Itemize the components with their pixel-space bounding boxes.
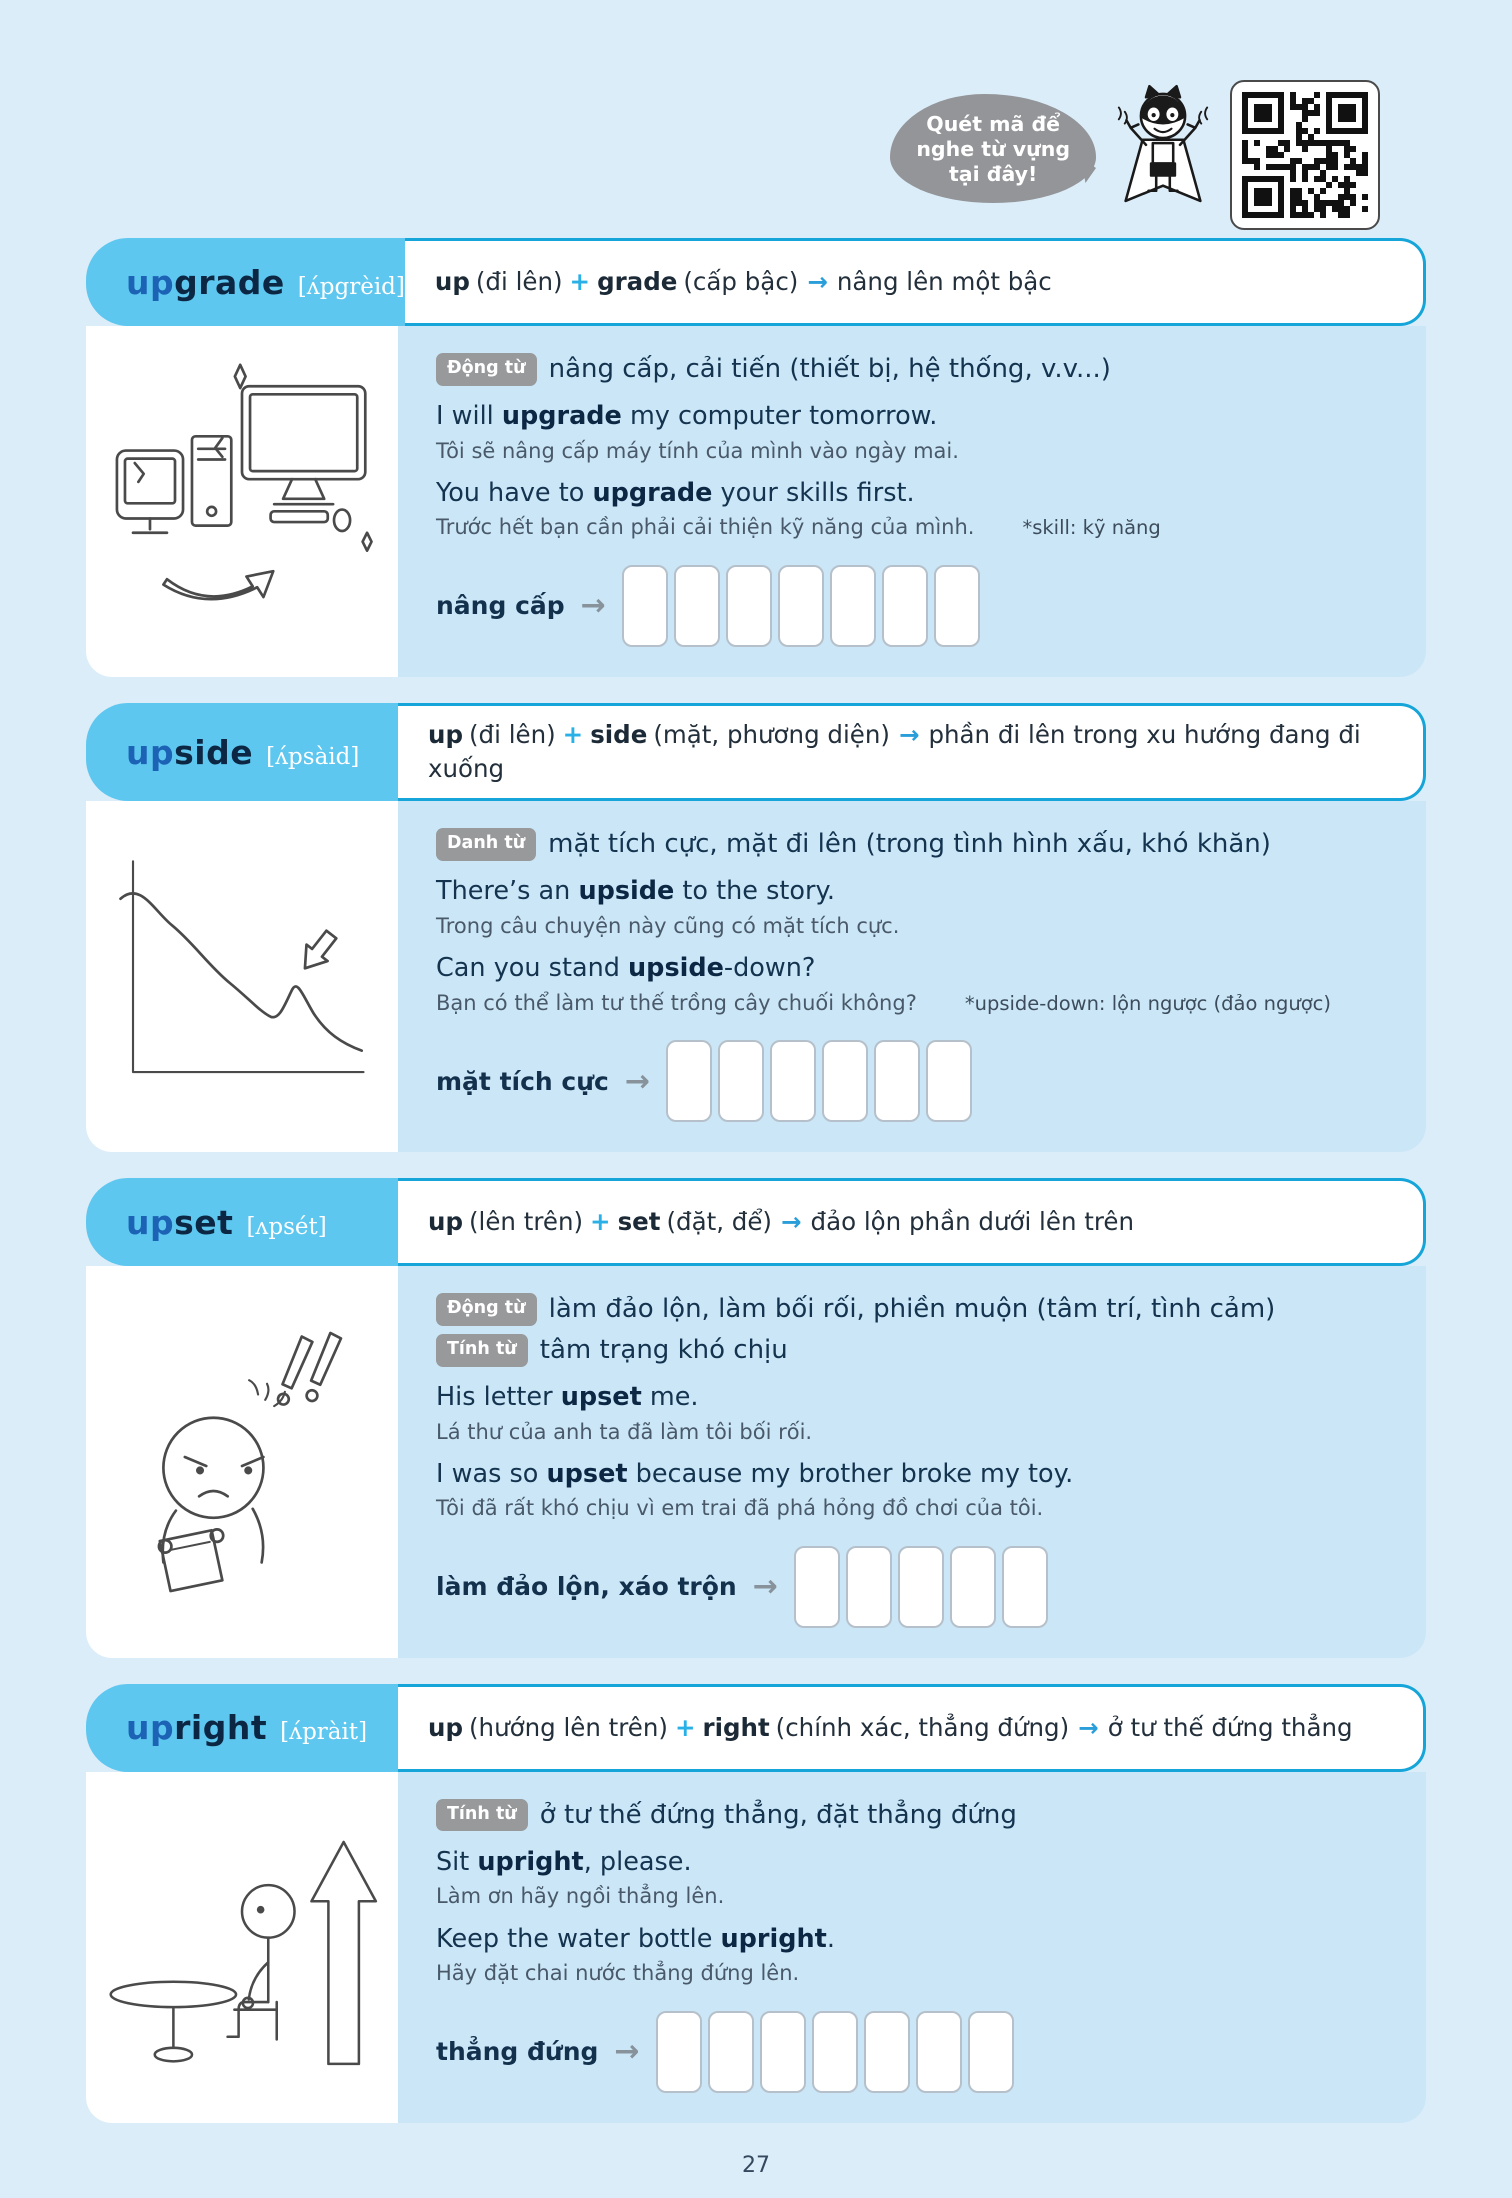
bubble-line: nghe từ vựng: [916, 137, 1070, 161]
definition-text: tâm trạng khó chịu: [539, 1335, 788, 1366]
letter-box: [864, 2011, 910, 2093]
example-vi: Trước hết bạn cần phải cải thiện kỹ năng của mình. *skill: kỹ năng: [436, 515, 1161, 540]
phonetic: [ʌ́psàid]: [266, 743, 360, 770]
example-vi: Trong câu chuyện này cũng có mặt tích cực.: [436, 913, 900, 938]
audio-qr-strip: [86, 0, 1426, 238]
definition-line: [436, 352, 1390, 387]
letter-box: [830, 565, 876, 647]
word-formula: up (lên trên) + set (đặt, để) → đảo lộn phần dưới lên trên: [398, 1178, 1426, 1266]
writing-practice: [436, 565, 1390, 647]
entry-upright: [86, 1684, 1426, 2123]
letter-box: [882, 565, 928, 647]
entry-upside: [86, 703, 1426, 1152]
arrow-icon: →: [781, 1206, 802, 1236]
word-rest: grade: [174, 262, 285, 302]
example-vi: Làm ơn hãy ngồi thẳng lên.: [436, 1884, 725, 1909]
phonetic: [ʌ́pgrèid]: [297, 273, 405, 300]
arrow-icon: →: [752, 1569, 778, 1605]
example-en: His letter upset me.: [436, 1382, 699, 1413]
letter-box: [666, 1040, 712, 1122]
letter-box: [1002, 1546, 1048, 1628]
example: [436, 874, 1390, 941]
upright-illustration: [86, 1772, 398, 2123]
word-prefix: up: [126, 262, 175, 302]
plus-icon: +: [590, 1206, 611, 1236]
vocab-note: *upside-down: lộn ngược (đảo ngược): [964, 991, 1331, 1015]
definition-line: [436, 827, 1390, 862]
definition-line: [436, 1333, 1390, 1368]
word-formula: up (đi lên) + side (mặt, phương diện) → phần đi lên trong xu hướng đang đi xuống: [398, 703, 1426, 802]
page-number: 27: [742, 2152, 770, 2178]
definition-text: mặt tích cực, mặt đi lên (trong tình hình xấu, khó khăn): [548, 829, 1271, 860]
example-en: I was so upset because my brother broke my toy.: [436, 1459, 1074, 1490]
superhero-mascot-icon: [1112, 80, 1214, 208]
writing-practice: [436, 2011, 1390, 2093]
word-header: [86, 1684, 398, 1772]
pos-badge: Tính từ: [436, 1334, 528, 1367]
upside-illustration: [86, 801, 398, 1152]
audio-hint-bubble: [890, 94, 1096, 203]
practice-label: thẳng đứng: [436, 2037, 599, 2067]
practice-label: làm đảo lộn, xáo trộn: [436, 1572, 737, 1602]
example-en: Sit upright, please.: [436, 1846, 692, 1877]
example-vi: Hãy đặt chai nước thẳng đứng lên.: [436, 1961, 800, 1986]
phonetic: [ʌ́pràit]: [280, 1719, 368, 1746]
definition-line: [436, 1798, 1390, 1833]
phonetic: [ʌpsét]: [246, 1213, 327, 1240]
letter-box: [656, 2011, 702, 2093]
example-en: You have to upgrade your skills first.: [436, 477, 915, 508]
definition-text: nâng cấp, cải tiến (thiết bị, hệ thống, v.v...): [548, 354, 1111, 384]
arrow-icon: →: [807, 266, 828, 296]
upgrade-illustration: [86, 326, 398, 677]
word-formula: up (hướng lên trên) + right (chính xác, thẳng đứng) → ở tư thế đứng thẳng: [398, 1684, 1426, 1772]
definition-line: [436, 1292, 1390, 1327]
example-en: There’s an upside to the story.: [436, 876, 836, 907]
practice-label: nâng cấp: [436, 591, 565, 621]
word-header: [86, 703, 398, 802]
letter-box: [812, 2011, 858, 2093]
plus-icon: +: [569, 266, 591, 296]
vocab-note: *skill: kỹ năng: [1022, 516, 1161, 540]
word-formula: up (đi lên) + grade (cấp bậc) → nâng lên một bậc: [405, 238, 1426, 326]
plus-icon: +: [562, 719, 584, 749]
example-en: Can you stand upside-down?: [436, 953, 816, 984]
example: [436, 399, 1390, 466]
arrow-icon: →: [614, 2034, 640, 2070]
vocabulary-page: [86, 0, 1426, 2178]
letter-box: [926, 1040, 972, 1122]
pos-badge: Động từ: [436, 353, 537, 386]
word-rest: set: [174, 1202, 234, 1242]
word-rest: right: [174, 1708, 268, 1748]
pos-badge: Tính từ: [436, 1799, 528, 1832]
plus-icon: +: [674, 1712, 696, 1742]
example-en: I will upgrade my computer tomorrow.: [436, 401, 938, 432]
arrow-icon: →: [580, 588, 606, 624]
letter-box: [726, 565, 772, 647]
pos-badge: Danh từ: [436, 828, 536, 861]
word-rest: side: [174, 732, 254, 772]
arrow-icon: →: [1078, 1712, 1099, 1742]
arrow-icon: →: [898, 719, 920, 749]
letter-box: [778, 565, 824, 647]
practice-label: mặt tích cực: [436, 1066, 609, 1096]
letter-box: [794, 1546, 840, 1628]
letter-boxes: [794, 1546, 1048, 1628]
entry-upset: [86, 1178, 1426, 1658]
bubble-line: Quét mã để: [926, 112, 1061, 136]
definition-text: ở tư thế đứng thẳng, đặt thẳng đứng: [539, 1799, 1017, 1830]
letter-boxes: [656, 2011, 1014, 2093]
letter-box: [968, 2011, 1014, 2093]
letter-box: [822, 1040, 868, 1122]
qr-code: [1230, 80, 1380, 230]
example-vi: Tôi sẽ nâng cấp máy tính của mình vào ngày mai.: [436, 438, 959, 463]
letter-box: [622, 565, 668, 647]
letter-box: [874, 1040, 920, 1122]
letter-box: [950, 1546, 996, 1628]
letter-box: [718, 1040, 764, 1122]
example: [436, 476, 1390, 543]
word-prefix: up: [126, 1202, 175, 1242]
letter-box: [916, 2011, 962, 2093]
example-vi: Tôi đã rất khó chịu vì em trai đã phá hỏng đồ chơi của tôi.: [436, 1496, 1044, 1521]
definition-text: làm đảo lộn, làm bối rối, phiền muộn (tâm trí, tình cảm): [548, 1294, 1276, 1325]
word-prefix: up: [126, 1708, 175, 1748]
pos-badge: Động từ: [436, 1293, 537, 1326]
letter-box: [708, 2011, 754, 2093]
example: [436, 951, 1390, 1018]
example: [436, 1457, 1390, 1524]
letter-boxes: [666, 1040, 972, 1122]
example: [436, 1380, 1390, 1447]
writing-practice: [436, 1040, 1390, 1122]
letter-box: [770, 1040, 816, 1122]
letter-box: [674, 565, 720, 647]
arrow-icon: →: [624, 1063, 650, 1099]
writing-practice: [436, 1546, 1390, 1628]
example-vi: Lá thư của anh ta đã làm tôi bối rối.: [436, 1419, 813, 1444]
bubble-line: tại đây!: [948, 162, 1038, 186]
word-header: [86, 1178, 398, 1266]
word-prefix: up: [126, 732, 175, 772]
entry-upgrade: [86, 238, 1426, 677]
letter-box: [760, 2011, 806, 2093]
upset-illustration: [86, 1266, 398, 1658]
word-header: [86, 238, 405, 326]
letter-boxes: [622, 565, 980, 647]
example-vi: Bạn có thể làm tư thế trồng cây chuối không? *upside-down: lộn ngược (đảo ngược): [436, 990, 1331, 1015]
letter-box: [934, 565, 980, 647]
example: [436, 1922, 1390, 1989]
example: [436, 1845, 1390, 1912]
example-en: Keep the water bottle upright.: [436, 1923, 835, 1954]
letter-box: [898, 1546, 944, 1628]
letter-box: [846, 1546, 892, 1628]
